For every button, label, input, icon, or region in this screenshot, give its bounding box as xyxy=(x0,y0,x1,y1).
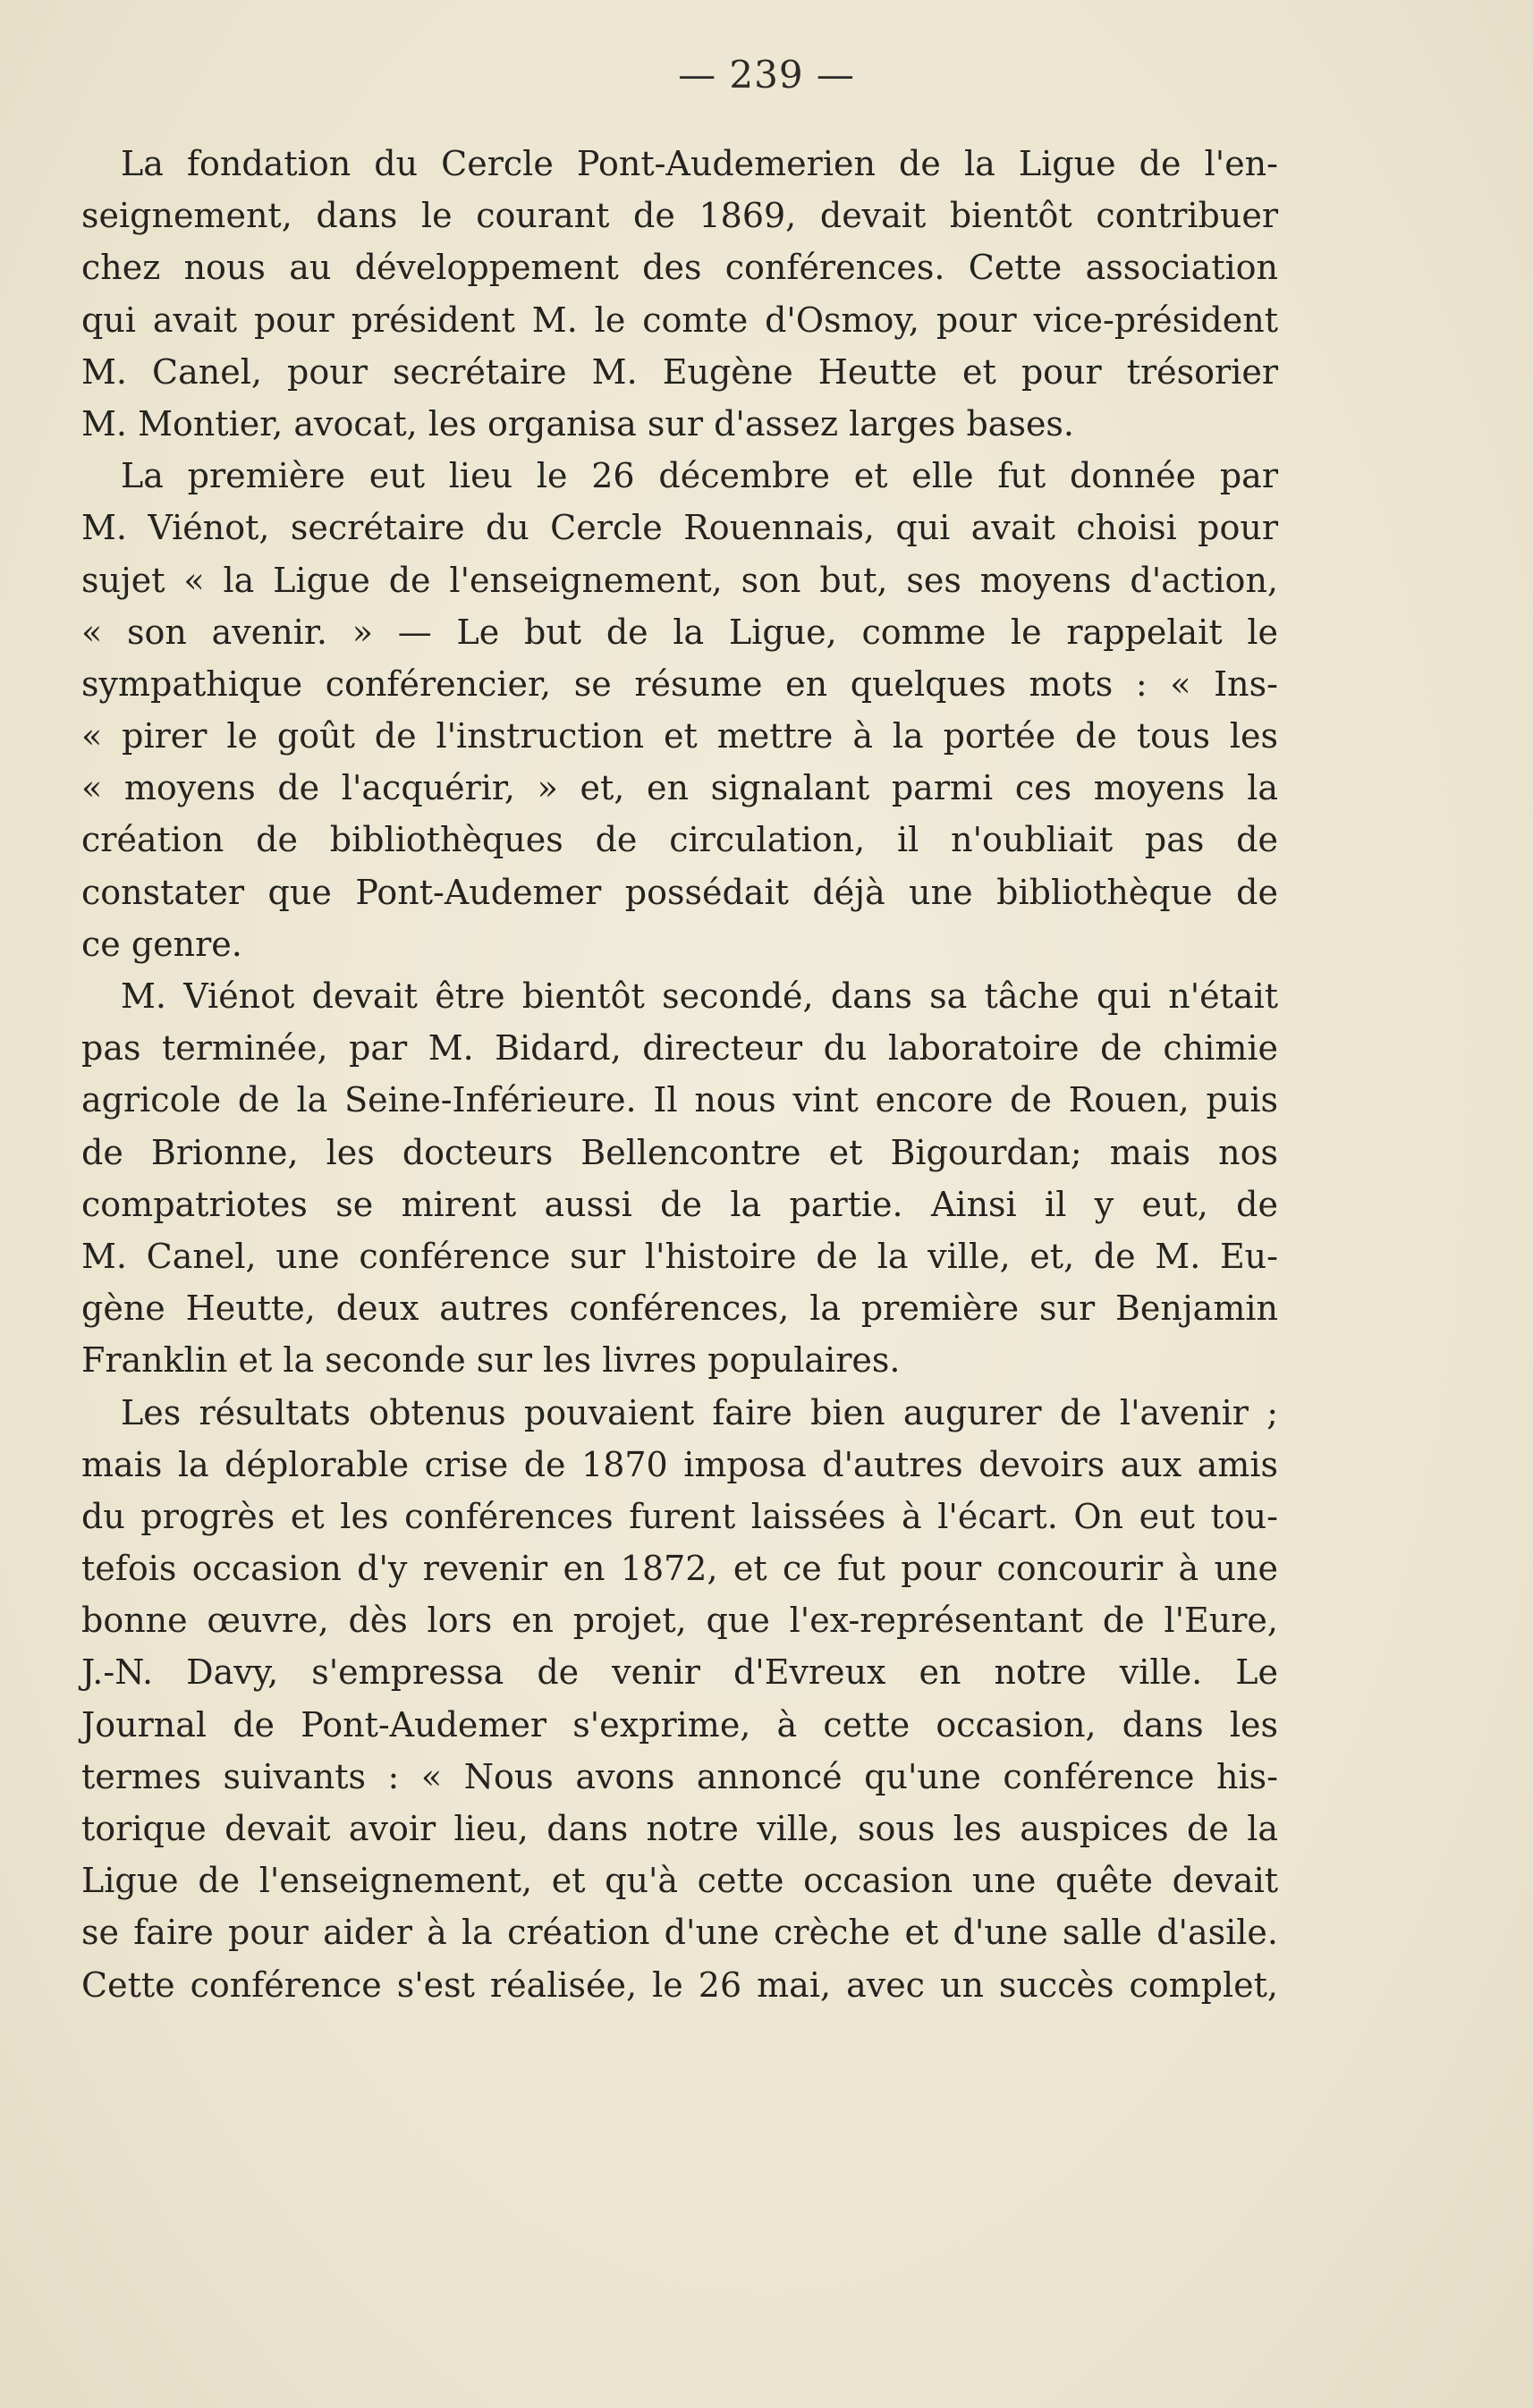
text-line: « pirer le goût de l'instruction et mettre à la portée de tous les xyxy=(81,716,1278,756)
text-line: torique devait avoir lieu, dans notre ville, sous les auspices de la xyxy=(81,1809,1278,1848)
text-line: « moyens de l'acquérir, » et, en signalant parmi ces moyens la xyxy=(81,768,1278,808)
text-line: J.-N. Davy, s'empressa de venir d'Evreux en notre ville. Le xyxy=(81,1652,1278,1693)
page-number: — 239 — xyxy=(678,53,855,97)
text-line: Les résultats obtenus pouvaient faire bien augurer de l'avenir ; xyxy=(121,1392,1278,1432)
text-line: M. Montier, avocat, les organisa sur d'assez larges bases. xyxy=(81,403,1075,444)
text-line: sujet « la Ligue de l'enseignement, son but, ses moyens d'action, xyxy=(81,560,1278,600)
text-line: M. Canel, pour secrétaire M. Eugène Heutte et pour trésorier xyxy=(81,351,1278,392)
text-line: de Brionne, les docteurs Bellencontre et Bigourdan; mais nos xyxy=(81,1132,1278,1172)
text-line: pas terminée, par M. Bidard, directeur du laboratoire de chimie xyxy=(81,1028,1278,1069)
text-line: termes suivants : « Nous avons annoncé qu'une conférence his- xyxy=(81,1756,1278,1796)
text-line: Cette conférence s'est réalisée, le 26 mai, avec un succès complet, xyxy=(81,1964,1278,2005)
text-line: « son avenir. » — Le but de la Ligue, comme le rappelait le xyxy=(81,612,1278,652)
text-line: compatriotes se mirent aussi de la partie. Ainsi il y eut, de xyxy=(81,1184,1278,1224)
text-line: bonne œuvre, dès lors en projet, que l'ex-représentant de l'Eure, xyxy=(81,1601,1278,1641)
text-line: constater que Pont-Audemer possédait déjà une bibliothèque de xyxy=(81,872,1278,912)
text-line: gène Heutte, deux autres conférences, la première sur Benjamin xyxy=(81,1288,1278,1329)
text-line: se faire pour aider à la création d'une crèche et d'une salle d'asile. xyxy=(81,1913,1278,1953)
text-line: mais la déplorable crise de 1870 imposa d'autres devoirs aux amis xyxy=(81,1444,1278,1484)
text-line: Ligue de l'enseignement, et qu'à cette occasion une quête devait xyxy=(81,1861,1278,1901)
text-line: M. Viénot, secrétaire du Cercle Rouennais, qui avait choisi pour xyxy=(81,508,1278,548)
text-line: chez nous au développement des conférences. Cette association xyxy=(81,248,1278,288)
text-line: ce genre. xyxy=(81,924,242,964)
body-text xyxy=(81,138,1278,2011)
text-line: La première eut lieu le 26 décembre et elle fut donnée par xyxy=(121,456,1278,496)
text-line: Franklin et la seconde sur les livres populaires. xyxy=(81,1340,901,1381)
text-line: M. Canel, une conférence sur l'histoire de la ville, et, de M. Eu- xyxy=(81,1236,1278,1276)
text-line: qui avait pour président M. le comte d'Osmoy, pour vice-président xyxy=(81,300,1278,340)
text-line: création de bibliothèques de circulation, il n'oubliait pas de xyxy=(81,820,1278,860)
text-line: sympathique conférencier, se résume en quelques mots : « Ins- xyxy=(81,663,1278,704)
text-line: agricole de la Seine-Inférieure. Il nous vint encore de Rouen, puis xyxy=(81,1080,1278,1120)
text-line: du progrès et les conférences furent laissées à l'écart. On eut tou- xyxy=(81,1496,1278,1536)
text-line: tefois occasion d'y revenir en 1872, et ce fut pour concourir à une xyxy=(81,1549,1278,1589)
text-line: seignement, dans le courant de 1869, devait bientôt contribuer xyxy=(81,196,1278,236)
text-line: M. Viénot devait être bientôt secondé, dans sa tâche qui n'était xyxy=(121,976,1278,1016)
text-line: Journal de Pont-Audemer s'exprime, à cette occasion, dans les xyxy=(81,1704,1278,1745)
text-line: La fondation du Cercle Pont-Audemerien de la Ligue de l'en- xyxy=(121,144,1278,183)
